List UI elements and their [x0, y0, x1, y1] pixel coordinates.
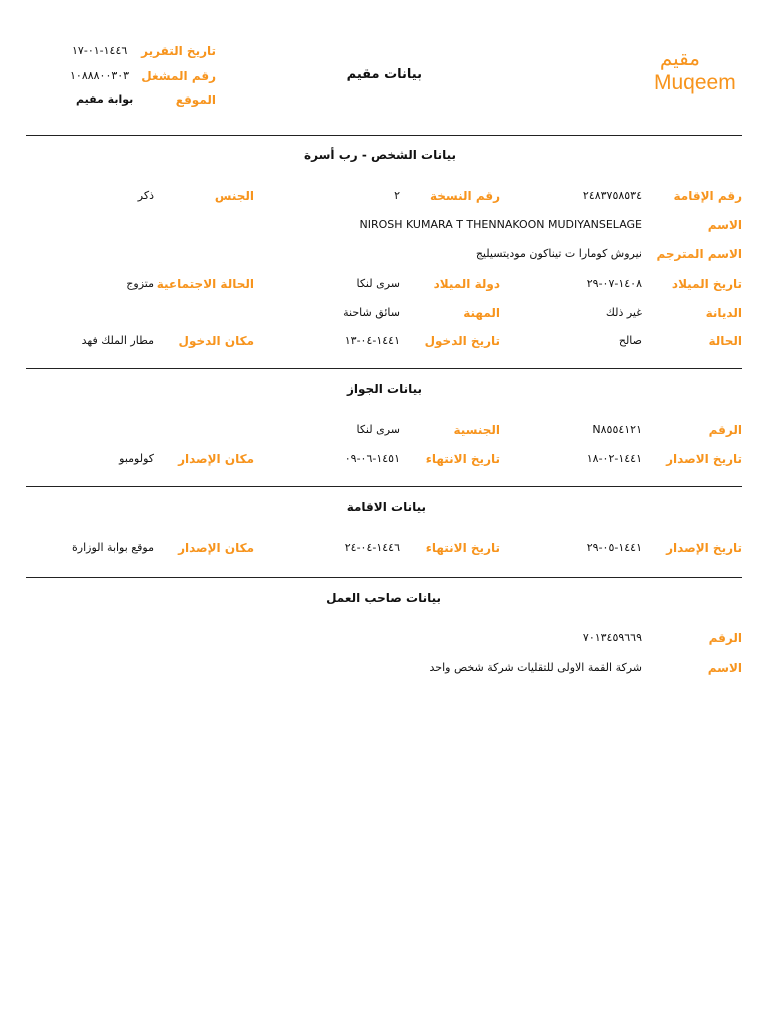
birth-date-value: ١٤٠٨-٠٧-٢٩: [586, 277, 642, 290]
gender-value: ذكر: [137, 189, 154, 202]
name-value: NIROSH KUMARA T THENNAKOON MUDIYANSELAGE: [359, 218, 642, 231]
location-value: بوابة مقيم: [76, 93, 134, 106]
religion-value: غير ذلك: [605, 306, 642, 319]
employer-number-label: الرقم: [708, 631, 742, 645]
residence-section-title: بيانات الاقامة: [346, 500, 426, 514]
status-label: الحالة: [708, 334, 742, 348]
birth-country-value: سرى لنكا: [356, 277, 400, 290]
gender-label: الجنس: [214, 189, 254, 203]
divider: [26, 577, 742, 578]
employer-number-value: ٧٠١٣٤٥٩٦٦٩: [582, 631, 642, 644]
residence-issue-date-value: ١٤٤١-٠٥-٢٩: [586, 541, 642, 554]
residence-expiry-label: تاريخ الانتهاء: [425, 541, 500, 555]
entry-place-value: مطار الملك فهد: [81, 334, 154, 347]
status-value: صالح: [618, 334, 642, 347]
entry-date-label: تاريخ الدخول: [424, 334, 500, 348]
translated-name-value: نيروش كومارا ت تيناكون موديتسيليج: [475, 247, 642, 260]
employer-name-label: الاسم: [707, 661, 742, 675]
iqama-number-label: رقم الإقامة: [673, 189, 742, 203]
marital-status-value: متزوج: [126, 277, 154, 290]
name-label: الاسم: [707, 218, 742, 232]
translated-name-label: الاسم المترجم: [656, 247, 742, 261]
occupation-value: سائق شاحنة: [343, 306, 400, 319]
passport-issue-date-label: تاريخ الاصدار: [666, 452, 742, 466]
operator-number-value: ١٠٨٨٨٠٠٣٠٣: [70, 69, 130, 82]
divider: [26, 135, 742, 136]
copy-number-value: ٢: [394, 189, 400, 202]
passport-issue-date-value: ١٤٤١-٠٢-١٨: [586, 452, 642, 465]
passport-number-value: N٨٥٥٤١٢١: [592, 423, 642, 436]
operator-number-label: رقم المشغل: [141, 69, 216, 83]
divider: [26, 368, 742, 369]
passport-expiry-label: تاريخ الانتهاء: [425, 452, 500, 466]
occupation-label: المهنة: [463, 306, 500, 320]
report-date-label: تاريخ التقرير: [141, 44, 216, 58]
copy-number-label: رقم النسخة: [429, 189, 500, 203]
report-date-value: ١٤٤٦-٠١-١٧: [72, 44, 128, 57]
residence-issue-place-label: مكان الإصدار: [178, 541, 254, 555]
passport-expiry-value: ١٤٥١-٠٦-٠٩: [344, 452, 400, 465]
residence-expiry-value: ١٤٤٦-٠٤-٢٤: [344, 541, 400, 554]
page-title: بيانات مقيم: [346, 67, 422, 82]
employer-name-value: شركة القمة الاولى للتقليات شركة شخص واحد: [429, 661, 642, 674]
birth-date-label: تاريخ الميلاد: [671, 277, 742, 291]
passport-number-label: الرقم: [708, 423, 742, 437]
divider: [26, 486, 742, 487]
person-section-title: بيانات الشخص - رب أسرة: [304, 148, 456, 162]
logo-arabic: مقيم: [659, 46, 700, 70]
iqama-number-value: ٢٤٨٣٧٥٨٥٣٤: [582, 189, 642, 202]
passport-section-title: بيانات الجواز: [347, 382, 422, 396]
entry-date-value: ١٤٤١-٠٤-١٣: [344, 334, 400, 347]
residence-issue-date-label: تاريخ الإصدار: [666, 541, 742, 555]
residence-issue-place-value: موقع بوابة الوزارة: [72, 541, 154, 554]
nationality-value: سرى لنكا: [356, 423, 400, 436]
location-label: الموقع: [175, 93, 216, 107]
passport-issue-place-value: كولومبو: [119, 452, 154, 465]
marital-status-label: الحالة الاجتماعية: [156, 277, 254, 291]
entry-place-label: مكان الدخول: [178, 334, 254, 348]
birth-country-label: دولة الميلاد: [433, 277, 500, 291]
logo-english: Muqeem: [654, 71, 736, 94]
religion-label: الديانة: [705, 306, 742, 320]
employer-section-title: بيانات صاحب العمل: [326, 591, 441, 605]
passport-issue-place-label: مكان الإصدار: [178, 452, 254, 466]
nationality-label: الجنسية: [453, 423, 500, 437]
